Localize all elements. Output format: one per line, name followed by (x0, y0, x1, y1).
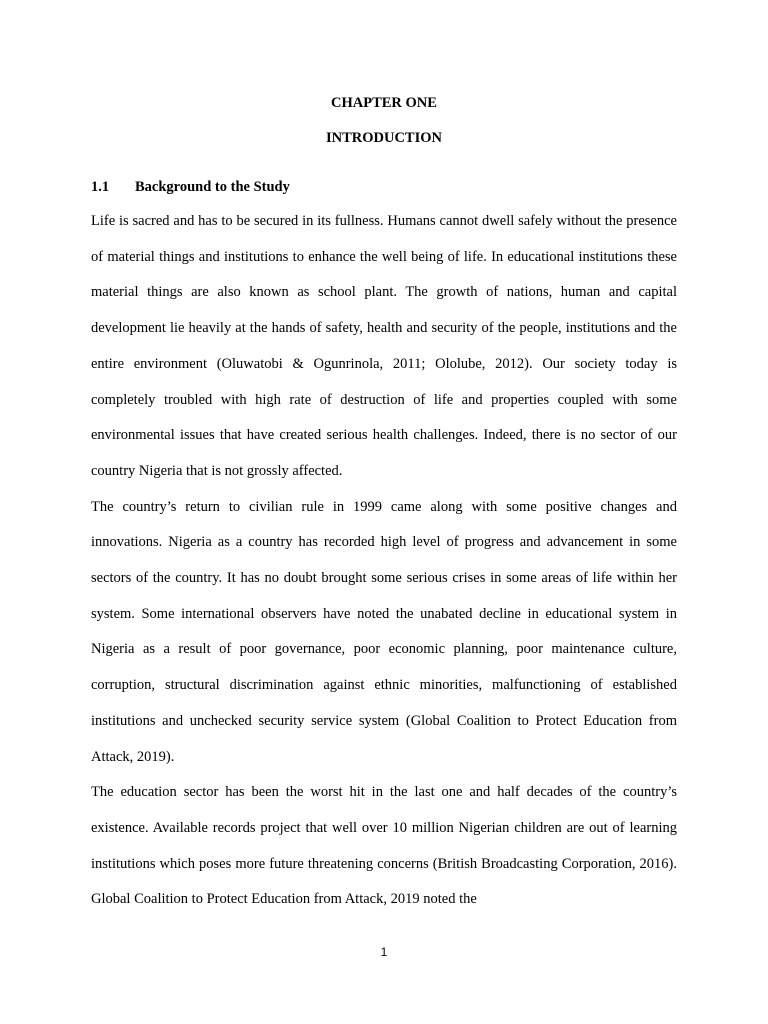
chapter-subtitle: INTRODUCTION (325, 130, 442, 146)
paragraph-2: The country’s return to civilian rule in 1999 came along with some positive changes and innovations. Nigeria as a country has recorded high level of progress and advancement in some sectors of the country. It has no doubt brought some serious crises in some areas of life within her system. Some international observers have noted the unabated decline in educational system in Nigeria as a result of poor governance, poor economic planning, poor maintenance culture, corruption, structural discrimination against ethnic minorities, malfunctioning of established institutions and unchecked security service system (Global Coalition to Protect Education from Attack, 2019). (91, 498, 677, 765)
body-text (91, 204, 677, 918)
page-number: 1 (380, 945, 388, 959)
paragraph-3: The education sector has been the worst hit in the last one and half decades of the country’s existence. Available records project that well over 10 million Nigerian children are out of learning institutions which poses more future threatening concerns (British Broadcasting Corporation, 2016). Global Coalition to Protect Education from Attack, 2019 noted the (91, 784, 677, 908)
section-title: Background to the Study (135, 179, 290, 195)
section-heading (91, 177, 290, 197)
paragraph-1: Life is sacred and has to be secured in its fullness. Humans cannot dwell safely without the presence of material things and institutions to enhance the well being of life. In educational institutions these material things are also known as school plant. The growth of nations, human and capital development lie heavily at the hands of safety, health and security of the people, institutions and the entire environment (Oluwatobi & Ogunrinola, 2011; Ololube, 2012). Our society today is completely troubled with high rate of destruction of life and properties coupled with some environmental issues that have created serious health challenges. Indeed, there is no sector of our country Nigeria that is not grossly affected. (91, 213, 677, 479)
chapter-title: CHAPTER ONE (331, 95, 437, 111)
section-number: 1.1 (91, 179, 110, 195)
